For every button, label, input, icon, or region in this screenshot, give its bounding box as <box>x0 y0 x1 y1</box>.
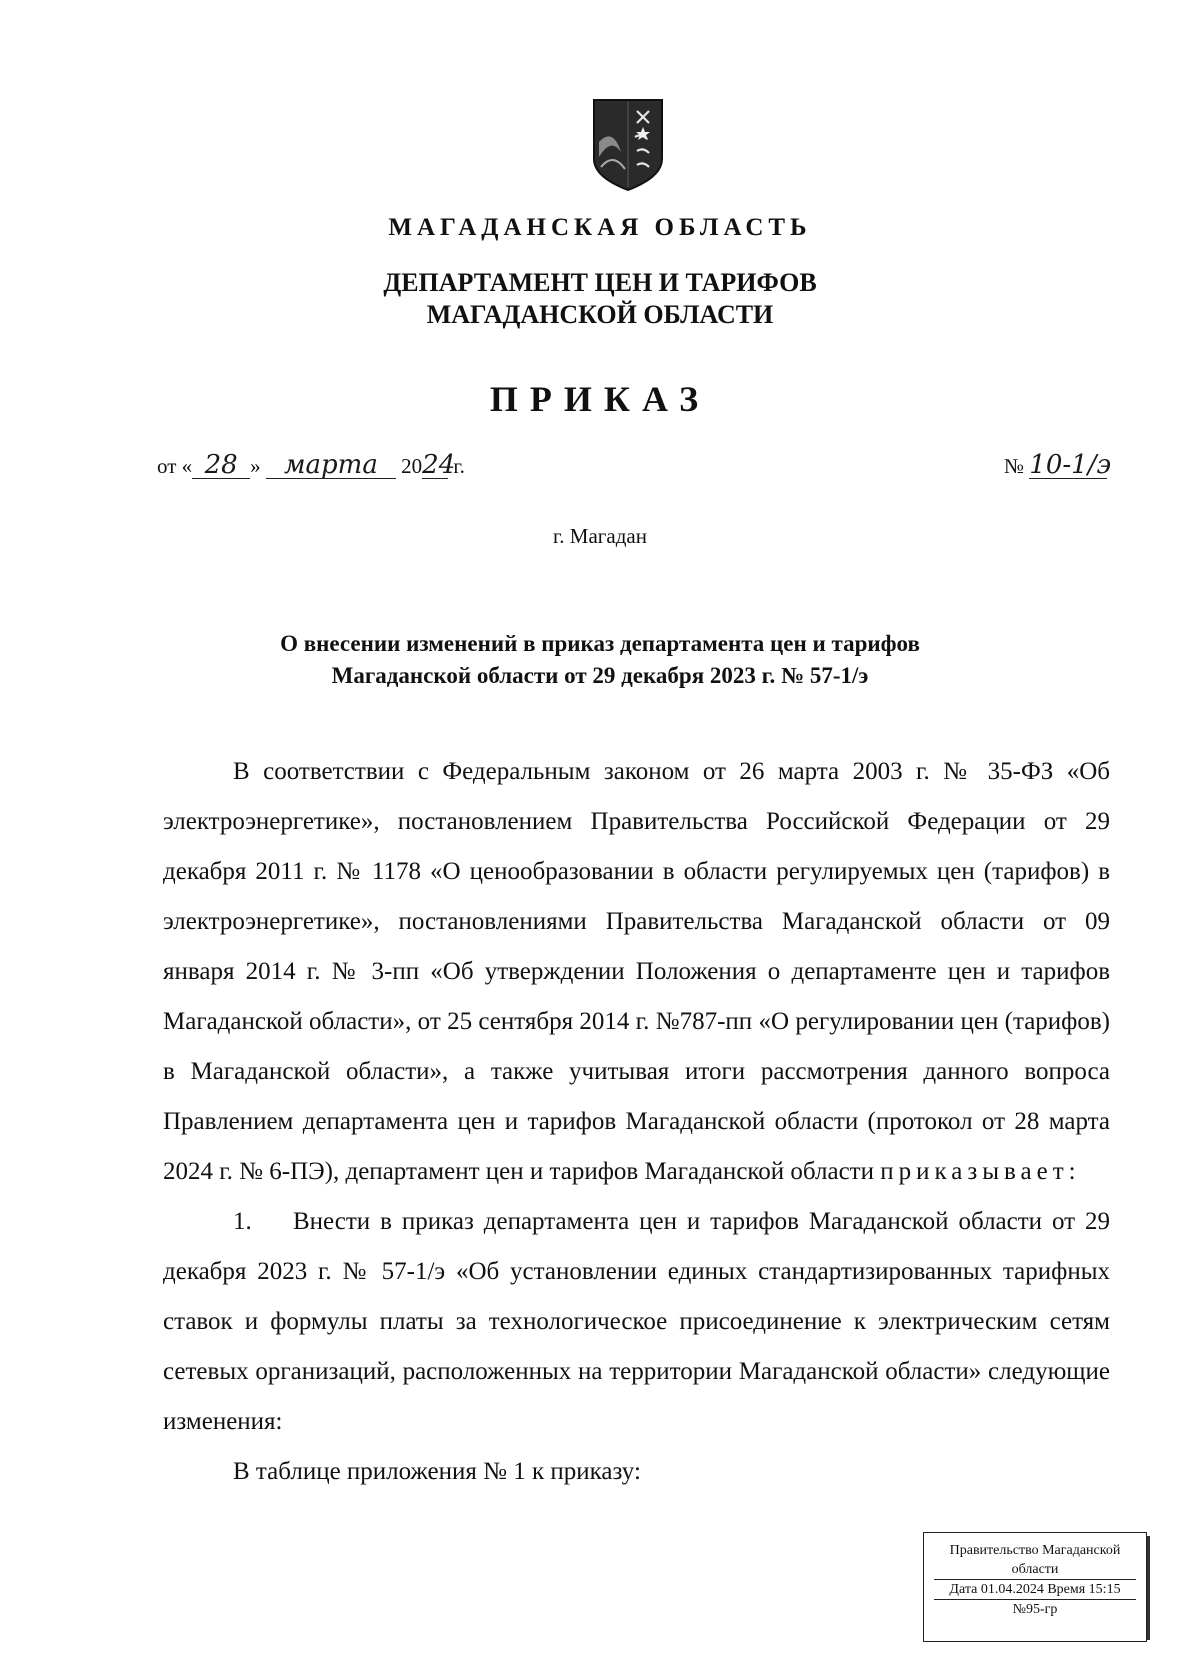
item-1-paragraph <box>163 1197 1110 1447</box>
document-type-heading: ПРИКАЗ <box>489 379 711 419</box>
date-day-handwritten: 28 <box>192 452 250 479</box>
date-year-prefix: 20 <box>401 454 423 478</box>
date-month-handwritten: марта <box>266 452 396 479</box>
stamp-line4: №95-гр <box>1012 1602 1058 1617</box>
table-intro-paragraph: В таблице приложения № 1 к приказу: <box>233 1458 641 1485</box>
number-label: № <box>1004 454 1025 478</box>
registration-stamp <box>923 1532 1147 1642</box>
order-word: приказывает: <box>880 1158 1081 1185</box>
date-year-handwritten: 24 <box>422 450 456 480</box>
coat-of-arms-emblem <box>591 97 665 193</box>
order-date <box>157 452 465 479</box>
subject-line1: О внесении изменений в приказ департамента цен и тарифов <box>280 631 920 656</box>
item-1-text: Внести в приказ департамента цен и тарифов Магаданской области от 29 декабря 2023 г. № 57-1/э «Об установлении единых стандартизированных тарифных ставок и формулы платы за технологическое присоединение к электрическим сетям сетевых организаций, расположенных на территории Магаданской области» следующие изменения: <box>163 1208 1110 1435</box>
stamp-line2: области <box>934 1560 1136 1580</box>
order-subject <box>150 628 1050 692</box>
city-line: г. Магадан <box>553 524 647 548</box>
department-heading <box>0 267 1200 331</box>
order-number <box>1004 450 1112 480</box>
order-body <box>163 747 1110 1497</box>
stamp-line1: Правительство Магаданской <box>949 1543 1121 1558</box>
date-quote-close: » <box>250 454 261 478</box>
region-heading: МАГАДАНСКАЯ ОБЛАСТЬ <box>388 214 812 241</box>
item-1-number: 1. <box>233 1208 252 1235</box>
date-suffix: г. <box>453 454 465 478</box>
department-heading-line2: МАГАДАНСКОЙ ОБЛАСТИ <box>426 300 774 329</box>
department-heading-line1: ДЕПАРТАМЕНТ ЦЕН И ТАРИФОВ <box>383 268 817 297</box>
preamble-paragraph <box>163 747 1110 1197</box>
subject-line2: Магаданской области от 29 декабря 2023 г. № 57-1/э <box>331 663 869 688</box>
preamble-text: В соответствии с Федеральным законом от 26 марта 2003 г. № 35-ФЗ «Об электроэнергетике», постановлением Правительства Российской Федерации от 29 декабря 2011 г. № 1178 «О ценообразовании в области регулируемых цен (тарифов) в электроэнергетике», постановлениями Правительства Магаданской области от 09 января 2014 г. № 3-пп «Об утверждении Положения о департаменте цен и тарифов Магаданской области», от 25 сентября 2014 г. №787-пп «О регулировании цен (тарифов) в Магаданской области», а также учитывая итоги рассмотрения данного вопроса Правлением департамента цен и тарифов Магаданской области (протокол от 28 марта 2024 г. № 6-ПЭ), департамент цен и тарифов Магаданской области <box>163 758 1110 1185</box>
date-prefix: от « <box>157 454 193 478</box>
stamp-line3: Дата 01.04.2024 Время 15:15 <box>934 1580 1136 1600</box>
number-value-handwritten: 10-1/э <box>1029 450 1112 480</box>
